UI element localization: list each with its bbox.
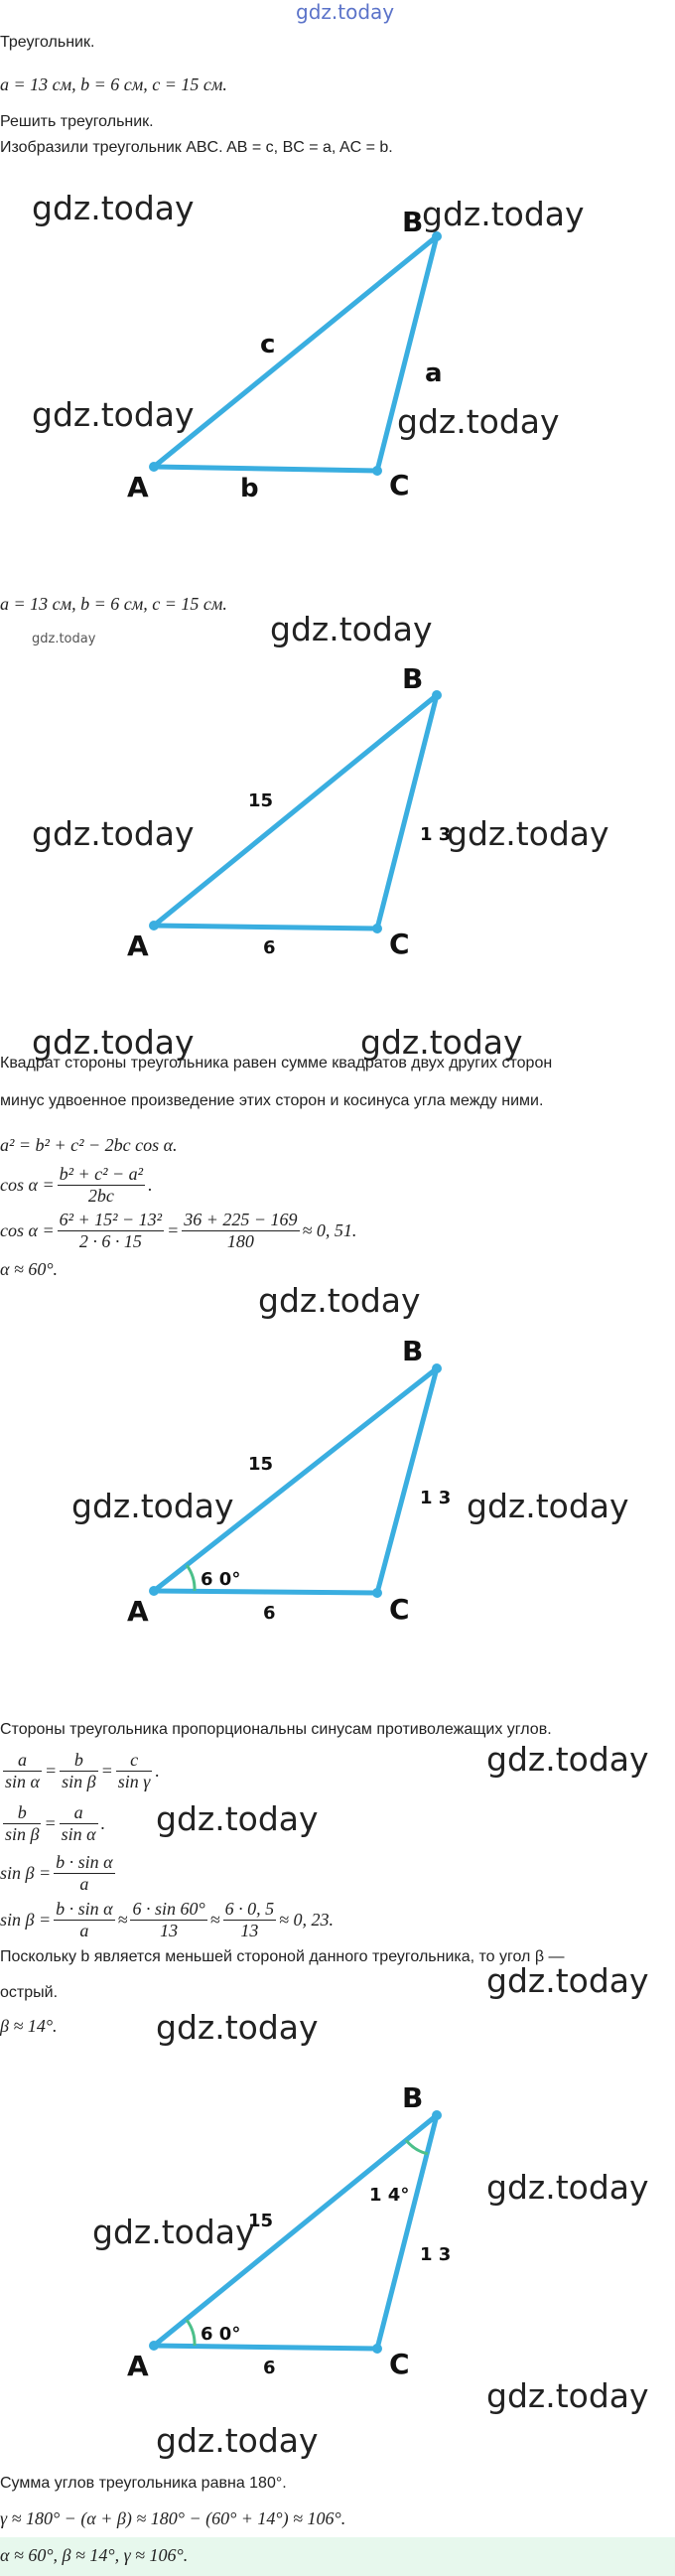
watermark: gdz.today bbox=[258, 1281, 421, 1320]
numerator: c bbox=[116, 1750, 153, 1772]
watermark: gdz.today bbox=[486, 2376, 649, 2415]
numerator: b · sin α bbox=[56, 1899, 113, 1919]
problem-title: Треугольник. bbox=[0, 34, 95, 51]
law-cos-text-2: минус удвоенное произведение этих сторон и косинуса угла между ними. bbox=[0, 1092, 544, 1109]
side-label-c: 15 bbox=[248, 790, 274, 811]
vertex-label-c: C bbox=[389, 1593, 410, 1626]
denominator: sin α bbox=[61, 1824, 96, 1844]
denominator: 13 bbox=[240, 1921, 259, 1940]
vertex-label-b: B bbox=[402, 662, 424, 695]
watermark: gdz.today bbox=[447, 814, 609, 853]
vertex-label-b: B bbox=[402, 2081, 424, 2114]
given-values: a = 13 см, b = 6 см, c = 15 см. bbox=[0, 74, 227, 94]
alpha-result: α ≈ 60°. bbox=[0, 1259, 59, 1279]
vertex-label-b: B bbox=[402, 206, 424, 238]
vertex-dot-c bbox=[372, 2344, 382, 2354]
angle-label-b: 1 4° bbox=[369, 2185, 410, 2206]
law-sin-formula-2: $\frac{b}{\text{sin β}}$ = $\frac{a}{\text{sin α}}$ . bbox=[5, 1802, 106, 1844]
law-cos-formula-3 bbox=[0, 1210, 356, 1252]
watermark: gdz.today bbox=[156, 2421, 319, 2460]
denominator: 180 bbox=[226, 1231, 254, 1251]
answer-box bbox=[0, 2537, 675, 2576]
fraction bbox=[3, 1750, 42, 1792]
beta-result: β ≈ 14°. bbox=[0, 2016, 58, 2036]
formula-lhs: cos α = bbox=[0, 1175, 55, 1195]
angle-label-a: 6 0° bbox=[201, 1569, 241, 1590]
side-label-a: 1 3 bbox=[420, 824, 452, 845]
watermark: gdz.today bbox=[32, 395, 195, 434]
fraction bbox=[60, 1802, 98, 1845]
vertex-label-a: A bbox=[127, 471, 149, 503]
fraction bbox=[54, 1899, 114, 1941]
vertex-dot-b bbox=[432, 1363, 442, 1373]
formula-result: ≈ 0, 23. bbox=[279, 1910, 334, 1930]
watermark: gdz.today bbox=[156, 2008, 319, 2047]
numerator: b bbox=[60, 1750, 97, 1772]
watermark: gdz.today bbox=[360, 1023, 523, 1062]
equals-sign: = bbox=[167, 1220, 180, 1240]
side-label-a: a bbox=[425, 358, 443, 388]
watermark: gdz.today bbox=[32, 1023, 195, 1062]
gamma-formula: γ ≈ 180° − (α + β) ≈ 180° − (60° + 14°) ≈ 106°. bbox=[0, 2508, 346, 2528]
task-text: Решить треугольник. bbox=[0, 113, 154, 130]
angle-label-a: 6 0° bbox=[201, 2324, 241, 2345]
denominator: 2 · 6 · 15 bbox=[78, 1231, 142, 1251]
side-label-c: c bbox=[260, 330, 276, 359]
formula-lhs: sin β = bbox=[0, 1910, 52, 1930]
fraction bbox=[3, 1802, 41, 1845]
fraction bbox=[54, 1852, 114, 1895]
fraction bbox=[58, 1164, 145, 1207]
denominator: sin β bbox=[5, 1824, 40, 1844]
denominator: sin α bbox=[5, 1772, 40, 1791]
law-cos-text-1: Квадрат стороны треугольника равен сумме квадратов двух других сторон bbox=[0, 1055, 553, 1072]
law-sin-formula-4: sin β = $\frac{\text{b · sin α}}{a}$ ≈ $\frac{6 \cdot \sin 60^\circ}{13}$ ≈ $\frac{6 \cdot 0, 5}{13}$ ≈ 0, 23. bbox=[0, 1899, 334, 1940]
vertex-label-a: A bbox=[127, 2350, 149, 2382]
vertex-dot-a bbox=[149, 921, 159, 930]
numerator: 6 · 0, 5 bbox=[224, 1899, 275, 1919]
fraction bbox=[116, 1750, 153, 1792]
denominator: 13 bbox=[160, 1921, 179, 1940]
given-values-2: a = 13 см, b = 6 см, c = 15 см. bbox=[0, 594, 227, 614]
watermark: gdz.today bbox=[486, 1961, 649, 2000]
vertex-label-c: C bbox=[389, 469, 410, 501]
watermark: gdz.today bbox=[32, 189, 195, 227]
denominator: sin β bbox=[62, 1772, 96, 1791]
fraction bbox=[223, 1899, 277, 1941]
site-logo[interactable]: gdz.today bbox=[296, 0, 395, 24]
watermark: gdz.today bbox=[71, 1487, 234, 1525]
watermark: gdz.today bbox=[486, 1740, 649, 1779]
watermark: gdz.today bbox=[32, 814, 195, 853]
watermark: gdz.today bbox=[270, 610, 433, 648]
side-label-c: 15 bbox=[248, 2211, 274, 2231]
vertex-label-c: C bbox=[389, 2348, 410, 2380]
fraction bbox=[182, 1210, 299, 1252]
beta-note-2: острый. bbox=[0, 1984, 59, 2001]
answer-text: α ≈ 60°, β ≈ 14°, γ ≈ 106°. bbox=[0, 2545, 189, 2565]
triangle-shape bbox=[154, 1368, 437, 1593]
numerator: a bbox=[3, 1750, 42, 1772]
side-label-b: 6 bbox=[263, 937, 276, 958]
watermark: gdz.today bbox=[92, 2213, 255, 2251]
triangle-shape bbox=[154, 236, 437, 471]
watermark: gdz.today bbox=[467, 1487, 629, 1525]
vertex-dot-a bbox=[149, 2341, 159, 2351]
numerator: b² + c² − a² bbox=[59, 1164, 144, 1184]
law-cos-formula-2: cos α = $\frac{\text{b² + c² − a²}}{2bc}$ . bbox=[0, 1164, 153, 1206]
numerator: 6² + 15² − 13² bbox=[59, 1210, 163, 1229]
triangle-shape bbox=[154, 695, 437, 929]
vertex-dot-b bbox=[432, 2110, 442, 2120]
side-label-c: 15 bbox=[248, 1454, 274, 1475]
numerator: a bbox=[60, 1802, 98, 1824]
vertex-label-c: C bbox=[389, 928, 410, 960]
law-sin-formula-1: $\frac{a}{\text{sin α}}$ = $\frac{b}{\text{sin β}}$ = $\frac{c}{\text{sin γ}}$ . bbox=[5, 1750, 160, 1791]
sum-angles-text: Сумма углов треугольника равна 180°. bbox=[0, 2475, 287, 2492]
vertex-dot-c bbox=[372, 924, 382, 933]
angle-arc-a bbox=[187, 2320, 195, 2346]
side-label-a: 1 3 bbox=[420, 1488, 452, 1508]
side-label-b: 6 bbox=[263, 2358, 276, 2378]
watermark: gdz.today bbox=[397, 402, 560, 441]
numerator: 36 + 225 − 169 bbox=[184, 1210, 298, 1229]
denominator: a bbox=[79, 1921, 89, 1940]
denominator: sin γ bbox=[117, 1772, 151, 1791]
watermark: gdz.today bbox=[422, 195, 585, 233]
angle-arc-a bbox=[187, 1565, 195, 1591]
watermark: gdz.today bbox=[486, 2168, 649, 2207]
fraction bbox=[60, 1750, 97, 1792]
law-cos-formula-1: a² = b² + c² − 2bc cos α. bbox=[0, 1135, 178, 1155]
vertex-dot-a bbox=[149, 1586, 159, 1596]
vertex-dot-b bbox=[432, 690, 442, 700]
side-label-b: 6 bbox=[263, 1603, 276, 1624]
denominator: a bbox=[79, 1874, 89, 1894]
side-label-a: 1 3 bbox=[420, 2244, 452, 2265]
vertex-dot-a bbox=[149, 462, 159, 472]
law-sin-formula-3 bbox=[0, 1852, 118, 1895]
vertex-dot-c bbox=[372, 466, 382, 476]
watermark: gdz.today bbox=[156, 1799, 319, 1838]
formula-lhs: sin β = bbox=[0, 1863, 52, 1883]
numerator: b · sin α bbox=[56, 1852, 113, 1872]
vertex-label-b: B bbox=[402, 1335, 424, 1367]
numerator: 6 · sin 60° bbox=[132, 1899, 205, 1919]
vertex-label-a: A bbox=[127, 930, 149, 962]
setup-text: Изобразили треугольник ABC. AB = c, BC = a, AC = b. bbox=[0, 139, 393, 156]
angle-arc-b bbox=[406, 2140, 428, 2154]
formula-result: ≈ 0, 51. bbox=[302, 1220, 357, 1240]
denominator: 2bc bbox=[87, 1186, 114, 1206]
vertex-dot-c bbox=[372, 1588, 382, 1598]
formula-lhs: cos α = bbox=[0, 1220, 55, 1240]
law-sin-text: Стороны треугольника пропорциональны синусам противолежащих углов. bbox=[0, 1721, 552, 1738]
fraction bbox=[58, 1210, 164, 1252]
side-label-b: b bbox=[240, 474, 259, 503]
numerator: b bbox=[3, 1802, 41, 1824]
watermark-small: gdz.today bbox=[32, 632, 96, 646]
beta-note-1: Поскольку b является меньшей стороной данного треугольника, то угол β — bbox=[0, 1948, 565, 1965]
fraction bbox=[130, 1899, 206, 1941]
vertex-label-a: A bbox=[127, 1595, 149, 1628]
